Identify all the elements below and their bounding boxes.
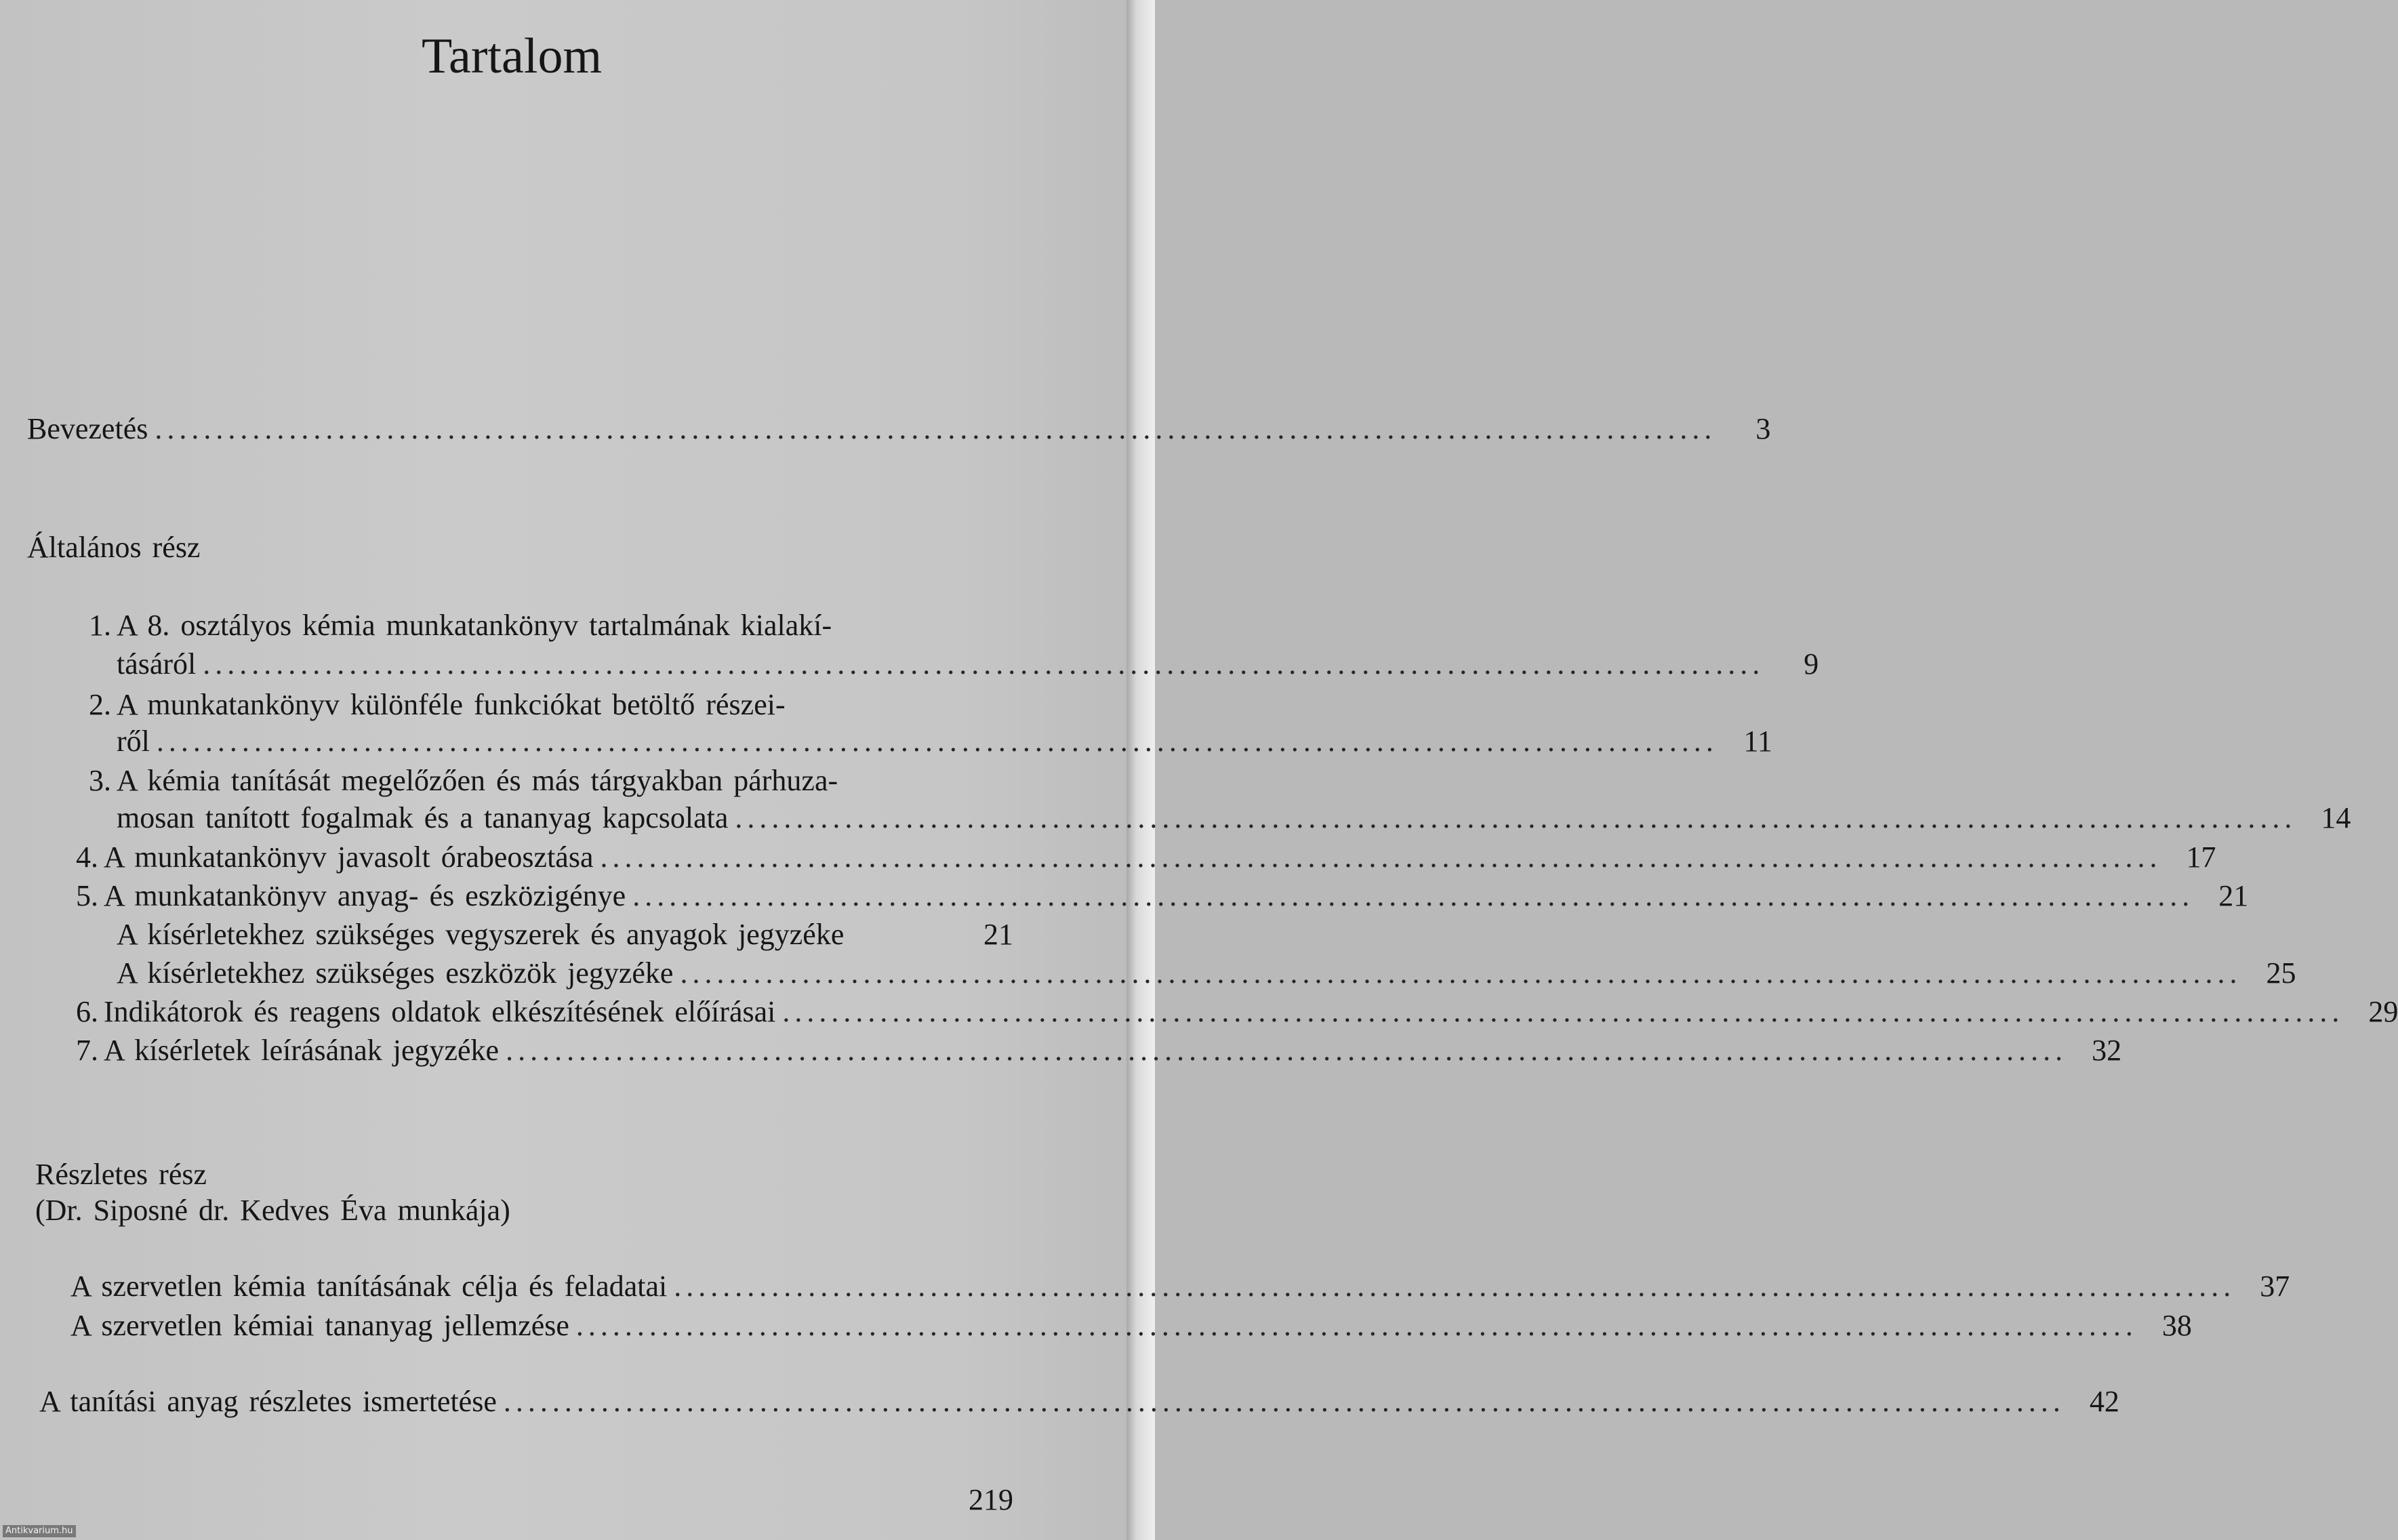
toc-entry-2 [76, 686, 786, 724]
entry-title-line-1: A 8. osztályos kémia munkatankönyv tartalmának kialakí- [117, 609, 832, 642]
entry-number: 5. [76, 879, 98, 912]
entry-title-line-2: mosan tanított fogalmak és a tananyag kapcsolata [117, 801, 729, 834]
dot-leader: ................................................................................................................................ [735, 801, 2297, 834]
dot-leader: ................................................................................................................................ [155, 412, 1717, 445]
toc-entry-6 [76, 993, 2398, 1031]
entry-title: A szervetlen kémiai tananyag jellemzése [70, 1309, 569, 1342]
entry-number: 3. [89, 764, 111, 797]
entry-title: A tanítási anyag részletes ismertetése [39, 1385, 497, 1418]
dot-leader: ................................................................................................................................ [782, 995, 2344, 1028]
entry-title-line-2: tásáról [117, 647, 197, 681]
entry-title: A szervetlen kémia tanításának célja és feladatai [70, 1270, 668, 1303]
toc-entry-3 [76, 762, 838, 800]
entry-page-number: 17 [2186, 840, 2216, 874]
entry-page-number: 29 [2368, 995, 2398, 1028]
toc-entry-3-continuation [117, 799, 2351, 837]
entry-page-number: 21 [983, 918, 1013, 951]
entry-page-number: 14 [2321, 801, 2351, 834]
entry-title: A munkatankönyv anyag- és eszközigénye [104, 879, 626, 912]
entry-number: 6. [76, 995, 98, 1028]
entry-title: A kísérletekhez szükséges vegyszerek és anyagok jegyzéke [117, 918, 845, 951]
entry-title-line-1: A munkatankönyv különféle funkciókat betöltő részei- [117, 688, 786, 721]
entry-title: A kísérletek leírásának jegyzéke [104, 1034, 500, 1067]
toc-entry-1-continuation [117, 645, 1819, 683]
toc-subentry-chemicals [117, 916, 1013, 954]
entry-label: Bevezetés [27, 412, 148, 445]
entry-page-number: 3 [1755, 412, 1771, 445]
entry-page-number: 37 [2260, 1270, 2290, 1303]
toc-entry-characteristics [70, 1307, 2192, 1345]
entry-title: A munkatankönyv javasolt órabeosztása [104, 840, 594, 874]
dot-leader: ................................................................................................................................ [203, 647, 1765, 681]
watermark: Antikvarium.hu [3, 1525, 76, 1537]
section-author: (Dr. Siposné dr. Kedves Éva munkája) [35, 1194, 510, 1227]
entry-number: 4. [76, 840, 98, 874]
toc-subentry-tools [117, 954, 2296, 992]
section-heading-detailed: Részletes rész [35, 1158, 207, 1191]
toc-entry-5 [76, 877, 2249, 915]
page-number: 219 [969, 1483, 1013, 1516]
dot-leader: ................................................................................................................................ [506, 1034, 2068, 1067]
entry-number: 7. [76, 1034, 98, 1067]
section-heading-general: Általános rész [27, 531, 201, 564]
dot-leader: ................................................................................................................................ [632, 879, 2195, 912]
entry-page-number: 38 [2161, 1309, 2192, 1342]
entry-number: 1. [89, 609, 111, 642]
dot-leader: ................................................................................................................................ [680, 956, 2242, 990]
toc-entry-4 [76, 838, 2216, 876]
dot-leader: ................................................................................................................................ [674, 1270, 2236, 1303]
entry-page-number: 9 [1804, 647, 1819, 681]
dot-leader: ................................................................................................................................ [503, 1385, 2065, 1418]
entry-page-number: 42 [2089, 1385, 2119, 1418]
toc-entry-detailed-material [39, 1383, 2119, 1421]
entry-title-line-2: ről [117, 725, 150, 758]
toc-entry-2-continuation [117, 723, 1772, 761]
toc-entry-introduction [27, 410, 1771, 448]
entry-title: Indikátorok és reagens oldatok elkészítésének előírásai [104, 995, 776, 1028]
toc-entry-1 [76, 607, 832, 645]
dot-leader: ................................................................................................................................ [156, 725, 1718, 758]
entry-page-number: 25 [2266, 956, 2296, 990]
entry-page-number: 21 [2218, 879, 2249, 912]
entry-page-number: 11 [1743, 725, 1772, 758]
dot-leader: ................................................................................................................................ [575, 1309, 2138, 1342]
toc-entry-goals [70, 1268, 2290, 1305]
entry-page-number: 32 [2092, 1034, 2122, 1067]
entry-title-line-1: A kémia tanítását megelőzően és más tárgyakban párhuza- [117, 764, 838, 797]
dot-leader: ................................................................................................................................ [600, 840, 2162, 874]
toc-entry-7 [76, 1032, 2122, 1070]
entry-title: A kísérletekhez szükséges eszközök jegyzéke [117, 956, 674, 990]
entry-number: 2. [89, 688, 111, 721]
page-title: Tartalom [421, 28, 603, 84]
